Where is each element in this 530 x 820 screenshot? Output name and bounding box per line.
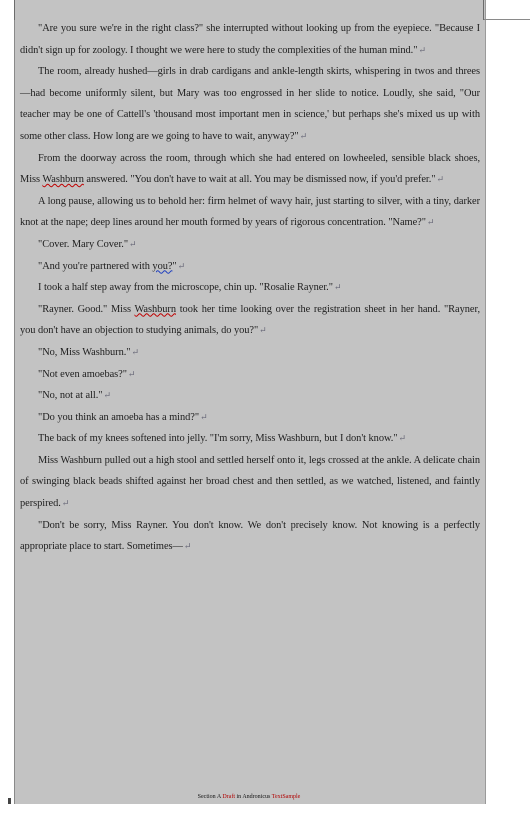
paragraph-mark-icon: ↵ xyxy=(398,433,406,444)
paragraph-mark-icon: ↵ xyxy=(61,498,70,509)
paragraph-mark-icon: ↵ xyxy=(259,325,267,336)
footer-middle: in Andronicus xyxy=(236,794,271,800)
paragraph-text: From the doorway across the room, through which she had entered on lowheeled, sensible black shoes, Miss Washburn answered. "You don't have to wait at all. You may be dismissed now, if you'd prefer." xyxy=(20,152,480,186)
footer-highlight: Draft xyxy=(222,794,235,800)
paragraph-text: "Don't be sorry, Miss Rayner. You don't know. We don't precisely know. Not knowing is a perfectly appropriate place to start. Sometimes— xyxy=(20,519,480,553)
paragraph-text: "No, not at all." xyxy=(38,390,103,402)
crop-mark-left xyxy=(14,0,15,20)
paragraph[interactable] xyxy=(20,277,480,299)
paragraph[interactable] xyxy=(20,364,480,386)
paragraph[interactable] xyxy=(20,18,480,61)
paragraph-text: Miss Washburn pulled out a high stool and settled herself onto it, legs crossed at the ankle. A delicate chain of swinging black beads shifted against her broad chest and then settled, as we watched, listened, and faintly perspired. xyxy=(20,454,480,510)
paragraph[interactable] xyxy=(20,61,480,147)
paragraph-text: The back of my knees softened into jelly. "I'm sorry, Miss Washburn, but I don't know." xyxy=(38,433,398,445)
paragraph-text: "Cover. Mary Cover." xyxy=(38,238,129,250)
page-footer xyxy=(14,792,484,802)
paragraph-mark-icon: ↵ xyxy=(333,282,342,293)
paragraph[interactable] xyxy=(20,256,480,278)
spelling-flag[interactable]: Washburn xyxy=(134,303,176,315)
paragraph-text: "No, Miss Washburn." xyxy=(38,346,131,358)
paragraph[interactable] xyxy=(20,407,480,429)
paragraph-mark-icon: ↵ xyxy=(418,44,426,55)
paragraph-mark-icon: ↵ xyxy=(183,541,192,552)
spelling-flag[interactable]: Washburn xyxy=(42,174,84,186)
paragraph-mark-icon: ↵ xyxy=(129,238,137,249)
crop-mark-right xyxy=(483,0,484,20)
crop-mark-top-right xyxy=(484,19,530,20)
paragraph[interactable] xyxy=(20,385,480,407)
paragraph-mark-icon: ↵ xyxy=(127,368,136,379)
paragraph-text: A long pause, allowing us to behold her: firm helmet of wavy hair, just starting to silver, with a tiny, darker knot at the nape; deep lines around her mouth formed by years of rigorous concentration. "Name?" xyxy=(20,195,480,229)
paragraph-mark-icon: ↵ xyxy=(103,390,111,401)
footer-highlight-2: TextSample xyxy=(271,794,301,800)
paragraph[interactable] xyxy=(20,299,480,342)
paragraph[interactable] xyxy=(20,515,480,558)
document-body[interactable] xyxy=(20,18,480,558)
paragraph-mark-icon: ↵ xyxy=(131,346,139,357)
paragraph[interactable] xyxy=(20,428,480,450)
paragraph-mark-icon: ↵ xyxy=(426,217,435,228)
paragraph-text: "Not even amoebas?" xyxy=(38,368,127,380)
paragraph-text: "Rayner. Good." Miss Washburn took her time looking over the registration sheet in her hand. "Rayner, you don't have an objection to studying animals, do you?" xyxy=(20,303,481,337)
paragraph[interactable] xyxy=(20,234,480,256)
paragraph-text: "And you're partnered with you?" xyxy=(38,260,177,272)
margin-tick xyxy=(8,798,11,804)
paragraph-mark-icon: ↵ xyxy=(200,411,208,422)
paragraph[interactable] xyxy=(20,148,480,191)
paragraph[interactable] xyxy=(20,191,480,234)
paragraph-text: I took a half step away from the microscope, chin up. "Rosalie Rayner." xyxy=(38,282,333,294)
paragraph-mark-icon: ↵ xyxy=(436,174,444,185)
paragraph-text: "Do you think an amoeba has a mind?" xyxy=(38,411,200,423)
spelling-flag[interactable]: you? xyxy=(152,260,173,272)
paragraph-mark-icon: ↵ xyxy=(177,260,186,271)
footer-prefix: Section A xyxy=(197,794,221,800)
paragraph[interactable] xyxy=(20,450,480,515)
paragraph-mark-icon: ↵ xyxy=(299,130,308,141)
paragraph-text: "Are you sure we're in the right class?" she interrupted without looking up from the eyepiece. "Because I didn't sign up for zoology. I thought we were here to study the complexities of the human mind." xyxy=(20,23,480,56)
paragraph[interactable] xyxy=(20,342,480,364)
paragraph-text: The room, already hushed—girls in drab cardigans and ankle-length skirts, whispering in twos and threes—had become uniformly silent, but Mary was too engrossed in her slide to notice. Loudly, she said, "Our teacher may be one of Cattell's 'thousand most important men in science,' but perhaps she's mixed us up with some other class. How long are we going to have to wait, anyway?" xyxy=(20,66,480,142)
